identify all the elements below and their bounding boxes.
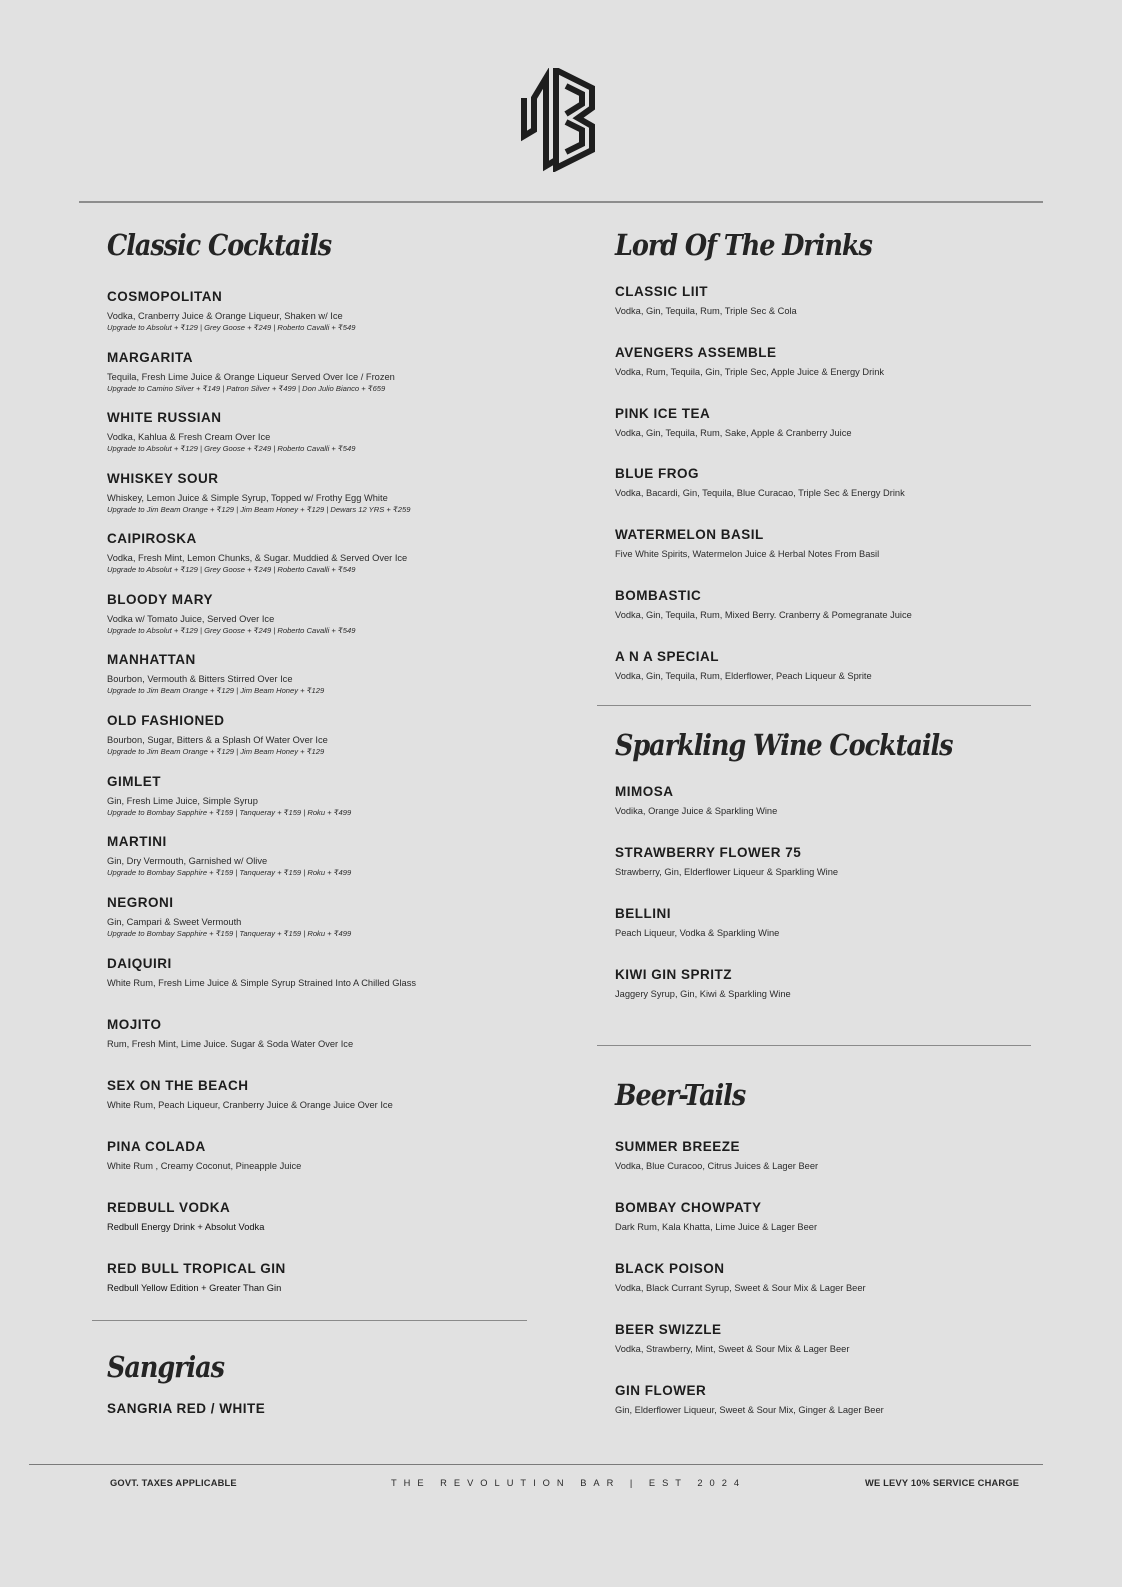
item-description: Vodka, Fresh Mint, Lemon Chunks, & Sugar. Muddied & Served Over Ice (107, 553, 408, 563)
item-upgrade: Upgrade to Absolut + ₹129 | Grey Goose + ₹249 | Roberto Cavalli + ₹549 (107, 444, 356, 453)
item-description: Strawberry, Gin, Elderflower Liqueur & Sparkling Wine (615, 867, 839, 877)
item-description: Gin, Fresh Lime Juice, Simple Syrup (107, 796, 258, 806)
item-description: Vodka, Gin, Tequila, Rum, Mixed Berry. Cranberry & Pomegranate Juice (615, 610, 912, 620)
item-name: CLASSIC LIIT (615, 284, 708, 299)
item-description: Vodka, Blue Curacoo, Citrus Juices & Lager Beer (615, 1161, 819, 1171)
top-divider (79, 201, 1043, 203)
item-name: GIMLET (107, 774, 161, 789)
item-upgrade: Upgrade to Jim Beam Orange + ₹129 | Jim Beam Honey + ₹129 (107, 686, 325, 695)
item-name: SEX ON THE BEACH (107, 1078, 249, 1093)
item-upgrade: Upgrade to Bombay Sapphire + ₹159 | Tanqueray + ₹159 | Roku + ₹499 (107, 808, 352, 817)
item-description: White Rum, Fresh Lime Juice & Simple Syrup Strained Into A Chilled Glass (107, 978, 416, 988)
item-name: PINK ICE TEA (615, 406, 711, 421)
section-title: Classic Cocktails (107, 228, 332, 262)
menu-item (615, 1200, 1055, 1233)
item-name: A N A SPECIAL (615, 649, 720, 664)
item-name: BOMBASTIC (615, 588, 702, 603)
menu-item (107, 410, 547, 454)
item-upgrade: Upgrade to Absolut + ₹129 | Grey Goose + ₹249 | Roberto Cavalli + ₹549 (107, 626, 356, 635)
menu-item (107, 895, 547, 939)
item-description: Five White Spirits, Watermelon Juice & Herbal Notes From Basil (615, 549, 880, 559)
menu-item (615, 845, 1055, 878)
menu-item (107, 531, 547, 575)
item-name: WHISKEY SOUR (107, 471, 219, 486)
menu-item (615, 649, 1055, 682)
menu-item (615, 527, 1055, 560)
item-description: Vodka w/ Tomato Juice, Served Over Ice (107, 614, 275, 624)
footer-service-charge: WE LEVY 10% SERVICE CHARGE (865, 1478, 1020, 1488)
menu-item (107, 1017, 547, 1050)
item-upgrade: Upgrade to Jim Beam Orange + ₹129 | Jim Beam Honey + ₹129 | Dewars 12 YRS + ₹259 (107, 505, 411, 514)
menu-item (107, 834, 547, 878)
menu-item (615, 967, 1055, 1000)
section-title: Lord Of The Drinks (615, 228, 872, 262)
menu-item (107, 1078, 547, 1111)
menu-item (107, 652, 547, 696)
item-upgrade: Upgrade to Bombay Sapphire + ₹159 | Tanqueray + ₹159 | Roku + ₹499 (107, 868, 352, 877)
item-name: MANHATTAN (107, 652, 196, 667)
item-description: Redbull Energy Drink + Absolut Vodka (107, 1222, 265, 1232)
menu-item (107, 289, 547, 333)
item-description: Whiskey, Lemon Juice & Simple Syrup, Topped w/ Frothy Egg White (107, 493, 388, 503)
item-name: WHITE RUSSIAN (107, 410, 222, 425)
item-upgrade: Upgrade to Absolut + ₹129 | Grey Goose + ₹249 | Roberto Cavalli + ₹549 (107, 565, 356, 574)
item-description: Vodka, Gin, Tequila, Rum, Elderflower, Peach Liqueur & Sprite (615, 671, 872, 681)
item-name: BOMBAY CHOWPATY (615, 1200, 762, 1215)
item-name: GIN FLOWER (615, 1383, 707, 1398)
item-name: STRAWBERRY FLOWER 75 (615, 845, 802, 860)
menu-item (615, 1261, 1055, 1294)
rb-monogram-logo (520, 68, 602, 172)
item-description: Dark Rum, Kala Khatta, Lime Juice & Lager Beer (615, 1222, 818, 1232)
item-description: Jaggery Syrup, Gin, Kiwi & Sparkling Wine (615, 989, 791, 999)
item-name: PINA COLADA (107, 1139, 206, 1154)
menu-item (615, 466, 1055, 499)
item-description: Redbull Yellow Edition + Greater Than Gin (107, 1283, 282, 1293)
section-title: Sangrias (107, 1350, 224, 1384)
item-description: Bourbon, Sugar, Bitters & a Splash Of Water Over Ice (107, 735, 328, 745)
menu-item (615, 1322, 1055, 1355)
item-upgrade: Upgrade to Absolut + ₹129 | Grey Goose + ₹249 | Roberto Cavalli + ₹549 (107, 323, 356, 332)
item-upgrade: Upgrade to Camino Silver + ₹149 | Patron Silver + ₹499 | Don Julio Bianco + ₹659 (107, 384, 386, 393)
item-name: SANGRIA RED / WHITE (107, 1401, 266, 1416)
menu-item (615, 1383, 1055, 1416)
item-name: NEGRONI (107, 895, 174, 910)
item-name: BEER SWIZZLE (615, 1322, 722, 1337)
footer-taxes-note: GOVT. TAXES APPLICABLE (110, 1478, 237, 1488)
item-description: Vodka, Gin, Tequila, Rum, Sake, Apple & Cranberry Juice (615, 428, 852, 438)
menu-item (107, 774, 547, 818)
classic-divider (92, 1320, 527, 1321)
menu-item (615, 284, 1055, 317)
item-description: Gin, Campari & Sweet Vermouth (107, 917, 242, 927)
menu-item (615, 1139, 1055, 1172)
item-description: White Rum, Peach Liqueur, Cranberry Juice & Orange Juice Over Ice (107, 1100, 393, 1110)
item-description: Vodka, Rum, Tequila, Gin, Triple Sec, Apple Juice & Energy Drink (615, 367, 885, 377)
item-description: Gin, Elderflower Liqueur, Sweet & Sour Mix, Ginger & Lager Beer (615, 1405, 884, 1415)
item-name: COSMOPOLITAN (107, 289, 223, 304)
item-name: AVENGERS ASSEMBLE (615, 345, 777, 360)
menu-item (615, 784, 1055, 817)
item-name: KIWI GIN SPRITZ (615, 967, 732, 982)
item-description: Rum, Fresh Mint, Lime Juice. Sugar & Soda Water Over Ice (107, 1039, 354, 1049)
menu-item (615, 588, 1055, 621)
menu-item (107, 592, 547, 636)
item-upgrade: Upgrade to Bombay Sapphire + ₹159 | Tanqueray + ₹159 | Roku + ₹499 (107, 929, 352, 938)
item-description: Vodka, Strawberry, Mint, Sweet & Sour Mix & Lager Beer (615, 1344, 850, 1354)
item-name: REDBULL VODKA (107, 1200, 231, 1215)
lord-divider (597, 705, 1031, 706)
menu-item (615, 906, 1055, 939)
item-description: Vodka, Bacardi, Gin, Tequila, Blue Curacao, Triple Sec & Energy Drink (615, 488, 905, 498)
item-name: OLD FASHIONED (107, 713, 225, 728)
bottom-divider (29, 1464, 1043, 1465)
footer-tagline: THE REVOLUTION BAR | EST 2024 (391, 1478, 747, 1488)
item-description: Peach Liqueur, Vodka & Sparkling Wine (615, 928, 780, 938)
menu-item (107, 1139, 547, 1172)
item-description: Vodka, Cranberry Juice & Orange Liqueur, Shaken w/ Ice (107, 311, 343, 321)
item-name: MARTINI (107, 834, 167, 849)
menu-item (615, 345, 1055, 378)
item-description: White Rum , Creamy Coconut, Pineapple Juice (107, 1161, 302, 1171)
item-name: BLACK POISON (615, 1261, 725, 1276)
item-name: BLUE FROG (615, 466, 699, 481)
item-name: WATERMELON BASIL (615, 527, 764, 542)
menu-item (107, 1200, 547, 1233)
item-name: SUMMER BREEZE (615, 1139, 741, 1154)
item-name: DAIQUIRI (107, 956, 172, 971)
item-description: Vodka, Black Currant Syrup, Sweet & Sour Mix & Lager Beer (615, 1283, 866, 1293)
menu-item (107, 713, 547, 757)
section-title: Sparkling Wine Cocktails (615, 728, 953, 762)
item-description: Gin, Dry Vermouth, Garnished w/ Olive (107, 856, 268, 866)
item-name: CAIPIROSKA (107, 531, 197, 546)
menu-item (107, 1401, 547, 1417)
item-description: Tequila, Fresh Lime Juice & Orange Liqueur Served Over Ice / Frozen (107, 372, 395, 382)
item-name: BELLINI (615, 906, 671, 921)
menu-item (615, 406, 1055, 439)
item-description: Vodka, Kahlua & Fresh Cream Over Ice (107, 432, 271, 442)
section-title: Beer-Tails (615, 1078, 746, 1112)
item-name: RED BULL TROPICAL GIN (107, 1261, 286, 1276)
item-name: MOJITO (107, 1017, 162, 1032)
item-name: MARGARITA (107, 350, 193, 365)
item-description: Bourbon, Vermouth & Bitters Stirred Over Ice (107, 674, 293, 684)
menu-item (107, 956, 547, 989)
item-name: MIMOSA (615, 784, 674, 799)
menu-item (107, 1261, 547, 1294)
menu-item (107, 350, 547, 394)
item-upgrade: Upgrade to Jim Beam Orange + ₹129 | Jim Beam Honey + ₹129 (107, 747, 325, 756)
sparkling-divider (597, 1045, 1031, 1046)
item-name: BLOODY MARY (107, 592, 214, 607)
item-description: Vodika, Orange Juice & Sparkling Wine (615, 806, 778, 816)
item-description: Vodka, Gin, Tequila, Rum, Triple Sec & Cola (615, 306, 797, 316)
menu-item (107, 471, 547, 515)
